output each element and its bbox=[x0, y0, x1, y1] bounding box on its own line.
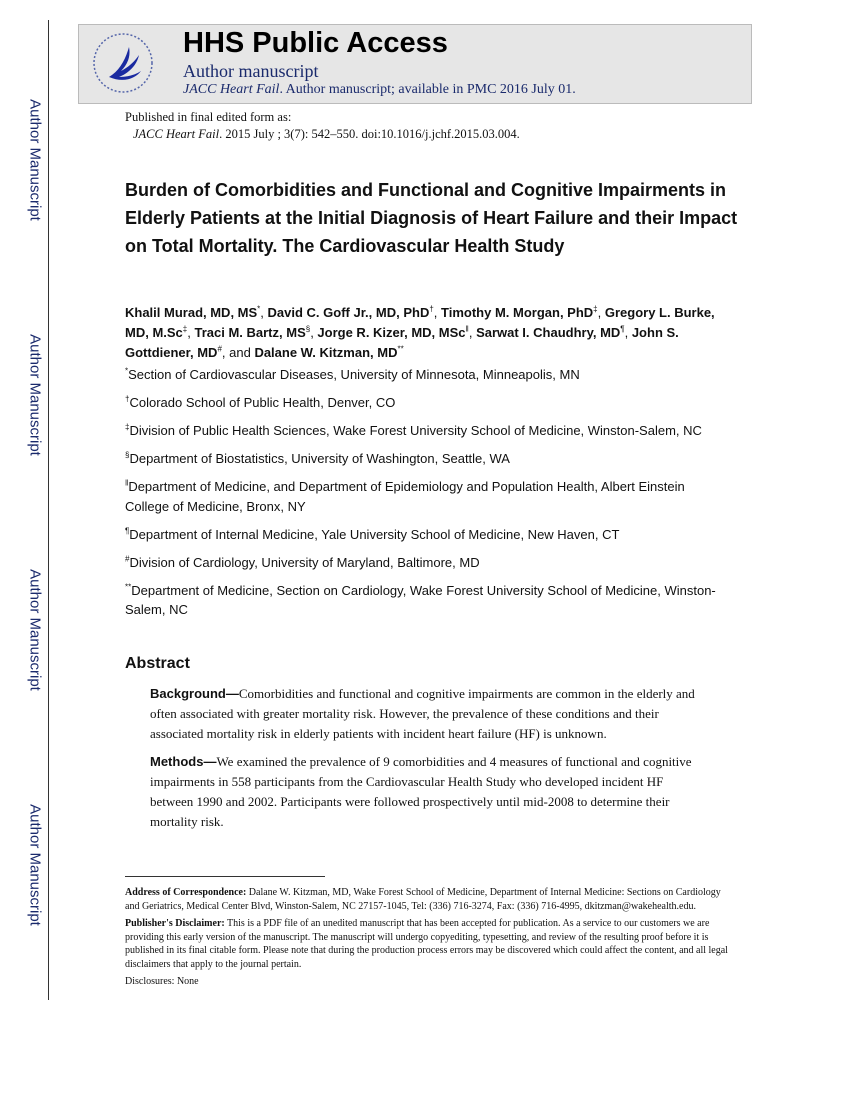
affiliation-text: Department of Medicine, and Department of Epidemiology and Population Health, Albert Einstein College of Medicine, Bronx, NY bbox=[125, 479, 685, 514]
background-label: Background— bbox=[150, 686, 239, 701]
affiliations bbox=[125, 365, 730, 628]
disclaimer-label: Publisher's Disclaimer: bbox=[125, 918, 225, 929]
author-name: Sarwat I. Chaudhry, MD bbox=[476, 325, 621, 340]
affiliation-text: Colorado School of Public Health, Denver, CO bbox=[129, 395, 396, 410]
affiliation bbox=[125, 525, 730, 545]
affiliation-mark: § bbox=[125, 450, 130, 460]
affiliation-text: Section of Cardiovascular Diseases, University of Minnesota, Minneapolis, MN bbox=[128, 367, 580, 382]
side-label: Author Manuscript bbox=[26, 334, 44, 456]
affiliation bbox=[125, 393, 730, 413]
availability-line bbox=[183, 82, 576, 98]
affiliation-mark: # bbox=[125, 554, 130, 564]
affiliation-mark: ** bbox=[125, 582, 132, 592]
affiliation-mark: ‡ bbox=[125, 422, 130, 432]
hhs-logo-icon bbox=[91, 31, 155, 95]
published-label: Published in final edited form as: bbox=[125, 110, 292, 124]
footnote-rule bbox=[125, 876, 325, 877]
affiliation bbox=[125, 421, 730, 441]
affiliation bbox=[125, 553, 730, 573]
affiliation-text: Department of Biostatistics, University of Washington, Seattle, WA bbox=[129, 451, 510, 466]
author-list bbox=[125, 303, 735, 363]
author-name: John S. Gottdiener, MD bbox=[125, 325, 679, 360]
disclaimer-text: This is a PDF file of an unedited manuscript that has been accepted for publication. As a service to our customers we are providing this early version of the manuscript. The manuscript will undergo copyediting, typesetting, and review of the resulting proof before it is published in its final citable form. Please note that during the production process errors may be discovered which could affect the content, and all legal disclaimers that apply to the journal pertain. bbox=[125, 918, 728, 970]
affiliation bbox=[125, 449, 730, 469]
author-separator: , bbox=[624, 325, 632, 340]
disclosures: Disclosures: None bbox=[125, 976, 199, 987]
author-separator: , bbox=[260, 305, 268, 320]
background-text: Comorbidities and functional and cognitive impairments are common in the elderly and often associated with greater mortality risk. However, the prevalence of these conditions and their associated mortality risk in elderly patients with incident heart failure (HF) is unknown. bbox=[150, 686, 695, 741]
author-mark: § bbox=[305, 324, 311, 334]
article-title: Burden of Comorbidities and Functional and Cognitive Impairments in Elderly Patients at the Initial Diagnosis of Heart Failure and their Impact on Total Mortality. The Cardiovascular Health Study bbox=[125, 180, 738, 256]
author-mark: # bbox=[217, 344, 222, 354]
abstract-body bbox=[150, 684, 700, 840]
affiliation-text: Division of Public Health Sciences, Wake Forest University School of Medicine, Winston-Salem, NC bbox=[129, 423, 702, 438]
author-name: Traci M. Bartz, MS bbox=[194, 325, 306, 340]
affiliation-mark: ‖ bbox=[125, 478, 129, 488]
author-separator: , bbox=[187, 325, 195, 340]
affiliation bbox=[125, 365, 730, 385]
published-info bbox=[125, 109, 520, 143]
author-mark: * bbox=[257, 304, 261, 314]
citation bbox=[125, 126, 520, 143]
correspondence-text: Dalane W. Kitzman, MD, Wake Forest School of Medicine, Department of Internal Medicine: Sections on Cardiology and Geriatrics, Medical Center Blvd, Winston-Salem, NC 27157-1045, Tel: (336) 716-3274, Fax: (336) 716-4995, dkitzman@wakehealth.edu. bbox=[125, 887, 721, 912]
author-name: Khalil Murad, MD, MS bbox=[125, 305, 258, 320]
manuscript-label: Author manuscript bbox=[183, 61, 319, 81]
side-label: Author Manuscript bbox=[26, 569, 44, 691]
citation-journal: JACC Heart Fail bbox=[133, 127, 220, 141]
author-separator: , bbox=[468, 325, 477, 340]
author-mark: ‡ bbox=[593, 304, 598, 314]
side-label: Author Manuscript bbox=[26, 804, 44, 926]
methods-label: Methods— bbox=[150, 754, 217, 769]
author-separator: , bbox=[310, 325, 318, 340]
author-separator: , bbox=[433, 305, 442, 320]
hhs-header bbox=[78, 24, 752, 104]
affiliation-text: Division of Cardiology, University of Maryland, Baltimore, MD bbox=[129, 554, 480, 570]
author-name: Jorge R. Kizer, MD, MSc bbox=[317, 325, 466, 340]
affiliation-mark: † bbox=[125, 394, 130, 404]
disclaimer bbox=[125, 917, 730, 971]
author-name: Gregory L. Burke, MD, M.Sc bbox=[125, 305, 715, 340]
author-name: Timothy M. Morgan, PhD bbox=[441, 305, 594, 320]
author-mark: ‡ bbox=[182, 324, 188, 334]
correspondence bbox=[125, 886, 730, 913]
availability-text: . Author manuscript; available in PMC 2016 July 01. bbox=[279, 82, 576, 97]
author-mark: ¶ bbox=[620, 324, 625, 334]
author-separator: , and bbox=[221, 345, 255, 360]
citation-text: . 2015 July ; 3(7): 542–550. doi:10.1016/j.jchf.2015.03.004. bbox=[219, 127, 520, 141]
abstract-background bbox=[150, 684, 700, 744]
author-separator: , bbox=[597, 305, 605, 320]
side-label: Author Manuscript bbox=[26, 99, 44, 221]
abstract-methods bbox=[150, 752, 700, 832]
abstract-heading: Abstract bbox=[125, 655, 190, 672]
journal-name: JACC Heart Fail bbox=[183, 82, 280, 97]
margin-rule bbox=[48, 20, 49, 1000]
affiliation-text: Department of Internal Medicine, Yale University School of Medicine, New Haven, CT bbox=[129, 526, 620, 542]
author-name: Dalane W. Kitzman, MD bbox=[254, 345, 398, 360]
affiliation bbox=[125, 581, 730, 620]
author-mark: ** bbox=[397, 344, 404, 354]
footnotes bbox=[125, 886, 730, 993]
author-name: David C. Goff Jr., MD, PhD bbox=[267, 305, 430, 320]
author-mark: † bbox=[429, 304, 434, 314]
affiliation-text: Department of Medicine, Section on Cardiology, Wake Forest University School of Medicine, Winston-Salem, NC bbox=[125, 582, 716, 617]
author-mark: ‖ bbox=[465, 324, 469, 334]
correspondence-label: Address of Correspondence: bbox=[125, 887, 247, 898]
affiliation-mark: * bbox=[125, 366, 129, 376]
methods-text: We examined the prevalence of 9 comorbidities and 4 measures of functional and cognitive impairments in 558 participants from the Cardiovascular Health Study who developed incident HF between 1990 and 2002. Participants were followed prospectively until mid-2008 to determine their mortality risk. bbox=[150, 754, 692, 829]
affiliation-mark: ¶ bbox=[125, 526, 130, 536]
hhs-title: HHS Public Access bbox=[183, 27, 448, 59]
affiliation bbox=[125, 477, 730, 516]
